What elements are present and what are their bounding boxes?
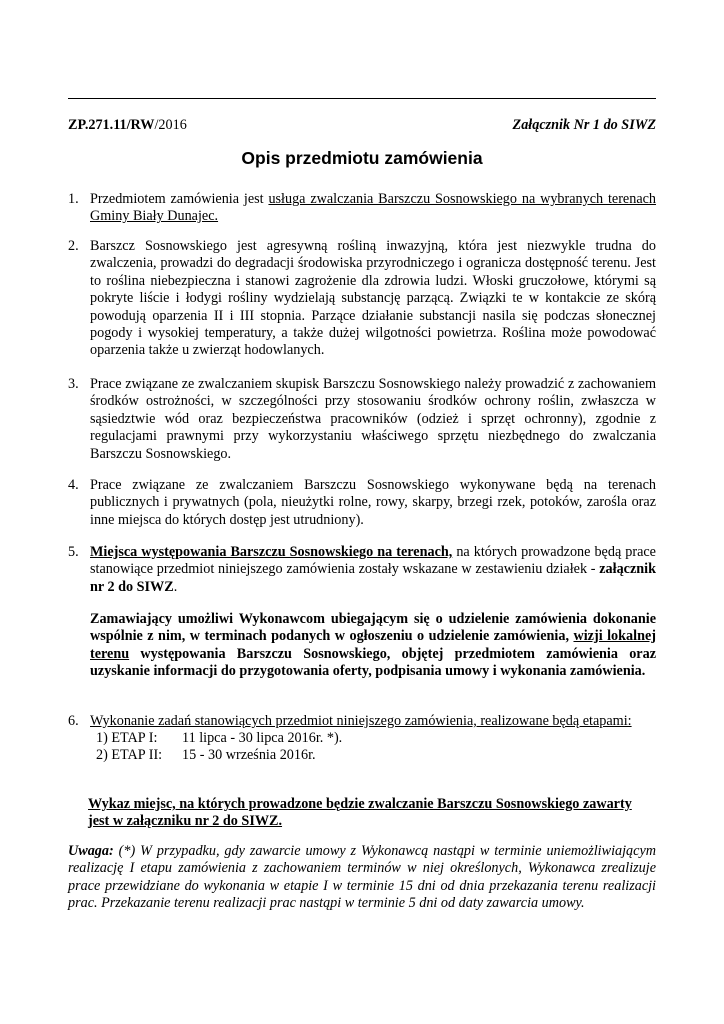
note-label: Uwaga: [68,843,114,859]
attachment-reference: załącznik nr 2 do SIWZ [90,561,656,595]
locations-heading: Miejsca występowania Barszczu Sosnowskiego na terenach, [90,544,453,560]
subject-of-order: usługa zwalczania Barszczu Sosnowskiego na wybranych terenach Gminy Biały Dunajec. [90,191,657,225]
document-header [68,117,656,134]
attachment-label: Załącznik Nr 1 do SIWZ [512,117,656,133]
list-item-2: 2. Barszcz Sosnowskiego jest agresywną rośliną inwazyjną, która jest niezwykle trudna do zwalczenia, prowadzi do degradacji środowiska przyrodniczego i ogranicza dostępność terenu. Jest to roślina niebezpieczna i stanowi zagrożenie dla zdrowia ludzi. Włoski gruczołowe, którymi są pokryte liście i łodygi rośliny wydzielają substancję parzącą. Związki te w kontakcie ze skórą powodują oparzenia II i III stopnia. Parzące działanie substancji nasila się podczas słonecznej pogody i wysokiej temperatury, a także dużej wilgotności powietrza. Roślina może powodować oparzenia także u zwierząt hodowlanych. [68,238,656,359]
reference-number: ZP.271.11/RW/2016 [68,117,187,133]
header-rule [68,98,656,99]
list-item-4: 4. Prace związane ze zwalczaniem Barszczu Sosnowskiego wykonywane będą na terenach publicznych i prywatnych (pola, nieużytki rolne, rowy, skarpy, brzegi rzek, potoków, zarośla oraz inne miejsca do których dostęp jest utrudniony). [68,477,656,528]
page-title: Opis przedmiotu zamówienia [241,148,483,168]
etap-1: 1) ETAP I: 11 lipca - 30 lipca 2016r. *). [96,730,343,746]
site-visit-notice: Zamawiający umożliwi Wykonawcom ubiegającym się o udzielenie zamówienia dokonanie wspólnie z nim, w terminach podanych w ogłoszeniu o udzielenie zamówienia, wizji lokalnej terenu występowania Barszczu Sosnowskiego, objętej przedmiotem zamówienia oraz uzyskanie informacji do przygotowania oferty, podpisania umowy i wykonania zamówienia. [90,611,656,680]
etap-2: 2) ETAP II: 15 - 30 września 2016r. [96,747,316,763]
list-item-5: 5. Miejsca występowania Barszczu Sosnowskiego na terenach, na których prowadzone będą prace stanowiące przedmiot niniejszego zamówienia zostały wskazane w zestawieniu działek - załącznik nr 2 do SIWZ. [68,544,656,595]
site-visit-link: wizji lokalnej terenu [90,628,656,662]
list-item-3: 3. Prace związane ze zwalczaniem skupisk Barszczu Sosnowskiego należy prowadzić z zachowaniem środków ostrożności, w szczególności przy stosowaniu środków ochrony roślin, zwłaszcza w sąsiedztwie wód oraz bezpieczeństwa pracowników (odzież i sprzęt ochronny), zgodnie z regulacjami prawnymi przy wykorzystaniu właściwego sprzętu niezbędnego do zwalczania Barszczu Sosnowskiego. [68,376,656,462]
list-item-1: 1. Przedmiotem zamówienia jest usługa zwalczania Barszczu Sosnowskiego na wybranych terenach Gminy Biały Dunajec. [68,191,657,225]
list-item-6: 6. Wykonanie zadań stanowiących przedmiot niniejszego zamówienia, realizowane będą etapami: [68,713,632,729]
note-paragraph: Uwaga: (*) W przypadku, gdy zawarcie umowy z Wykonawcą nastąpi w terminie uniemożliwiającym realizację I etapu zamówienia z zachowaniem terminów w niej określonych, Wykonawca zrealizuje prace przewidziane do wykonania w etapie I w terminie 15 dni od dnia przekazania terenu realizacji prac. Przekazanie terenu realizacji prac nastąpi w terminie 5 dni od daty zawarcia umowy. [68,843,656,912]
locations-summary: Wykaz miejsc, na których prowadzone będzie zwalczanie Barszczu Sosnowskiego zawarty jest w załączniku nr 2 do SIWZ. [88,796,632,830]
